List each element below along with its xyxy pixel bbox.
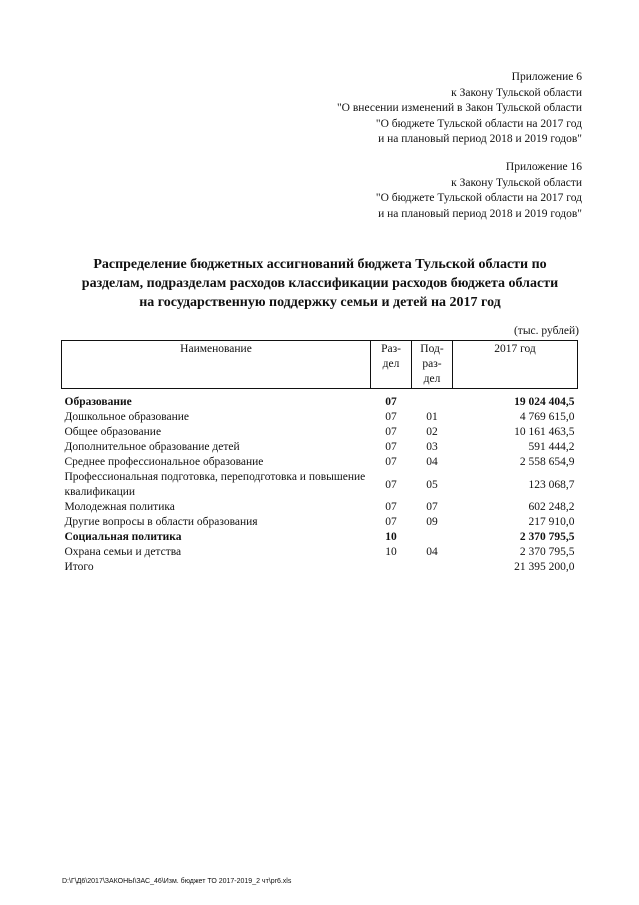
row-amount: 19 024 404,5 bbox=[514, 396, 575, 408]
header-razdel-line: дел bbox=[382, 358, 400, 370]
row-razdel: 10 bbox=[385, 546, 397, 558]
row-amount: 2 370 795,5 bbox=[519, 531, 575, 543]
title-line: разделам, подразделам расходов классификации расходов бюджета области bbox=[81, 276, 559, 291]
row-razdel: 07 bbox=[385, 426, 397, 438]
row-podrazdel bbox=[412, 395, 453, 410]
title-line: на государственную поддержку семьи и детей на 2017 год bbox=[139, 295, 501, 310]
table-row bbox=[62, 410, 578, 425]
table-row bbox=[62, 560, 578, 575]
file-path-footer: D:\Г\Д6\2017\ЗАКОНЫ\ЗАС_46\Изм. бюджет ТО 2017-2019_2 чт\pr6.xls bbox=[62, 878, 292, 885]
table-row bbox=[62, 545, 578, 560]
header-razdel bbox=[371, 341, 412, 389]
row-name: Дошкольное образование bbox=[64, 411, 190, 423]
header-podrazdel bbox=[412, 341, 453, 389]
annex-6-reference bbox=[337, 70, 582, 148]
row-amount: 602 248,2 bbox=[528, 501, 575, 513]
annex-line: "О внесении изменений в Закон Тульской области bbox=[336, 102, 582, 114]
row-razdel: 07 bbox=[385, 516, 397, 528]
row-amount: 10 161 463,5 bbox=[514, 426, 575, 438]
table-row bbox=[62, 425, 578, 440]
row-name: Дополнительное образование детей bbox=[64, 441, 240, 453]
annex-line: Приложение 16 bbox=[505, 161, 582, 173]
row-podrazdel: 01 bbox=[426, 411, 438, 423]
row-amount: 4 769 615,0 bbox=[519, 411, 575, 423]
header-razdel-line: Раз- bbox=[381, 343, 401, 355]
table-row bbox=[62, 395, 578, 410]
table-header-row bbox=[62, 341, 578, 389]
row-name: Молодежная политика bbox=[64, 501, 175, 513]
table-row bbox=[62, 530, 578, 545]
row-name: Другие вопросы в области образования bbox=[64, 516, 258, 528]
row-name: Итого bbox=[64, 561, 94, 573]
annex-line: Приложение 6 bbox=[511, 71, 582, 83]
annex-line: и на плановый период 2018 и 2019 годов" bbox=[378, 207, 582, 220]
row-razdel: 07 bbox=[385, 441, 397, 453]
title-line: Распределение бюджетных ассигнований бюджета Тульской области по bbox=[93, 257, 547, 272]
row-amount: 591 444,2 bbox=[528, 441, 575, 453]
row-podrazdel: 07 bbox=[426, 501, 438, 513]
row-name: Охрана семьи и детства bbox=[64, 546, 182, 558]
units-label: (тыс. рублей) bbox=[513, 325, 579, 337]
row-amount: 21 395 200,0 bbox=[514, 561, 575, 573]
row-podrazdel: 09 bbox=[426, 516, 438, 528]
row-amount: 2 558 654,9 bbox=[519, 456, 575, 468]
table-row bbox=[62, 470, 578, 500]
table-row bbox=[62, 455, 578, 470]
row-amount: 123 068,7 bbox=[528, 478, 575, 491]
row-podrazdel: 05 bbox=[426, 478, 438, 491]
row-podrazdel: 04 bbox=[426, 456, 438, 468]
row-podrazdel bbox=[412, 530, 453, 545]
row-razdel: 07 bbox=[385, 396, 397, 408]
row-podrazdel: 04 bbox=[426, 546, 438, 558]
row-name: Социальная политика bbox=[64, 531, 182, 543]
annex-line: "О бюджете Тульской области на 2017 год bbox=[375, 192, 582, 204]
row-podrazdel: 03 bbox=[426, 441, 438, 453]
table-row bbox=[62, 500, 578, 515]
document-title bbox=[60, 255, 580, 312]
annex-line: "О бюджете Тульской области на 2017 год bbox=[375, 117, 582, 130]
table-row bbox=[62, 440, 578, 455]
row-name: Среднее профессиональное образование bbox=[64, 456, 264, 468]
row-name: Общее образование bbox=[64, 426, 162, 438]
row-razdel: 07 bbox=[385, 411, 397, 423]
annex-16-reference bbox=[376, 160, 582, 222]
header-podrazdel-line: раз- bbox=[422, 358, 442, 370]
row-name: Образование bbox=[64, 396, 132, 408]
row-razdel: 07 bbox=[385, 478, 397, 491]
row-amount: 2 370 795,5 bbox=[519, 546, 575, 558]
row-podrazdel: 02 bbox=[426, 426, 438, 438]
row-amount: 217 910,0 bbox=[528, 516, 575, 528]
annex-line: к Закону Тульской области bbox=[451, 176, 582, 189]
row-name: Профессиональная подготовка, переподготовка и повышение квалификации bbox=[64, 471, 366, 498]
annex-line: к Закону Тульской области bbox=[451, 86, 582, 99]
row-razdel: 07 bbox=[385, 501, 397, 513]
row-razdel bbox=[371, 560, 412, 575]
row-podrazdel bbox=[412, 560, 453, 575]
row-razdel: 07 bbox=[385, 456, 397, 468]
annex-line: и на плановый период 2018 и 2019 годов" bbox=[378, 133, 582, 145]
header-year: 2017 год bbox=[453, 341, 578, 389]
budget-table bbox=[61, 340, 578, 575]
header-name: Наименование bbox=[62, 341, 371, 389]
table-row bbox=[62, 515, 578, 530]
row-razdel: 10 bbox=[385, 531, 397, 543]
header-podrazdel-line: Под- bbox=[420, 343, 444, 355]
header-podrazdel-line: дел bbox=[423, 373, 441, 385]
